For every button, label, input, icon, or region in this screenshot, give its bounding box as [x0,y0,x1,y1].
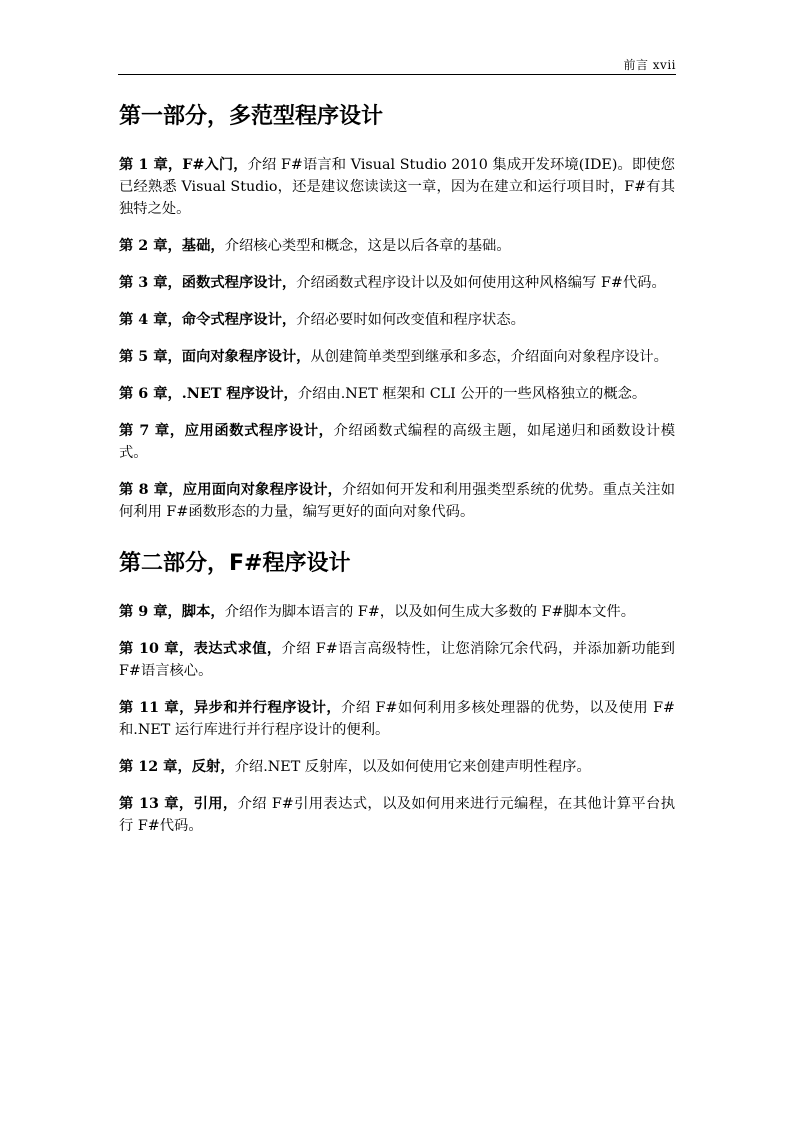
chapter-text: 介绍必要时如何改变值和程序状态。 [296,312,525,328]
chapter-2-summary [119,235,675,257]
chapter-lead: 第 4 章，命令式程序设计， [119,312,297,328]
chapter-lead: 第 10 章，表达式求值， [119,641,282,657]
chapter-lead: 第 3 章，函数式程序设计， [119,275,297,291]
chapter-text: 介绍.NET 反射库，以及如何使用它来创建声明性程序。 [234,759,591,775]
chapter-lead: 第 8 章，应用面向对象程序设计， [119,482,343,498]
chapter-8-summary [119,479,675,523]
header-page-label: 前言 xvii [623,58,676,72]
chapter-text: 介绍 F#语言高级特性，让您消除冗余代码，并添加新功能到 F#语言核心。 [119,641,675,679]
chapter-6-summary [119,383,675,405]
chapter-lead: 第 1 章，F#入门， [119,157,248,173]
chapter-text: 介绍由.NET 框架和 CLI 公开的一些风格独立的概念。 [297,386,647,402]
chapter-lead: 第 9 章，脚本， [119,604,225,620]
chapter-4-summary [119,309,675,331]
chapter-5-summary [119,346,675,368]
chapter-lead: 第 2 章，基础， [119,238,225,254]
chapter-text: 介绍作为脚本语言的 F#，以及如何生成大多数的 F#脚本文件。 [224,604,635,620]
chapter-lead: 第 6 章，.NET 程序设计， [119,386,298,402]
chapter-lead: 第 5 章，面向对象程序设计， [119,349,311,365]
chapter-text: 介绍函数式编程的高级主题，如尾递归和函数设计模式。 [119,423,676,461]
chapter-13-summary [119,793,675,837]
chapter-text: 介绍核心类型和概念，这是以后各章的基础。 [224,238,511,254]
chapter-text: 介绍 F#语言和 Visual Studio 2010 集成开发环境(IDE)。即使您已经熟悉 Visual Studio，还是建议您读读这一章，因为在建立和运行项目时，F#有其独特之处。 [119,157,675,217]
chapter-lead: 第 7 章，应用函数式程序设计， [119,423,334,439]
chapter-text: 从创建简单类型到继承和多态，介绍面向对象程序设计。 [310,349,668,365]
chapter-3-summary [119,272,675,294]
part-1-title: 第一部分，多范型程序设计 [119,104,384,129]
chapter-text: 介绍 F#如何利用多核处理器的优势，以及使用 F#和.NET 运行库进行并行程序设计的便利。 [119,700,675,738]
chapter-text: 介绍函数式程序设计以及如何使用这种风格编写 F#代码。 [296,275,666,291]
chapter-lead: 第 13 章，引用， [119,796,238,812]
chapter-lead: 第 12 章，反射， [119,759,235,775]
chapter-11-summary [119,697,675,741]
running-header [118,52,676,75]
chapter-text: 介绍 F#引用表达式，以及如何用来进行元编程，在其他计算平台执行 F#代码。 [119,796,675,834]
part-2-title: 第二部分，F#程序设计 [119,551,351,576]
chapter-text: 介绍如何开发和利用强类型系统的优势。重点关注如何利用 F#函数形态的力量，编写更好的面向对象代码。 [119,482,676,520]
chapter-9-summary [119,601,675,623]
chapter-lead: 第 11 章，异步和并行程序设计， [119,700,342,716]
chapter-7-summary [119,420,675,464]
chapter-12-summary [119,756,675,778]
chapter-1-summary [119,154,675,220]
page-content [119,96,675,852]
chapter-10-summary [119,638,675,682]
